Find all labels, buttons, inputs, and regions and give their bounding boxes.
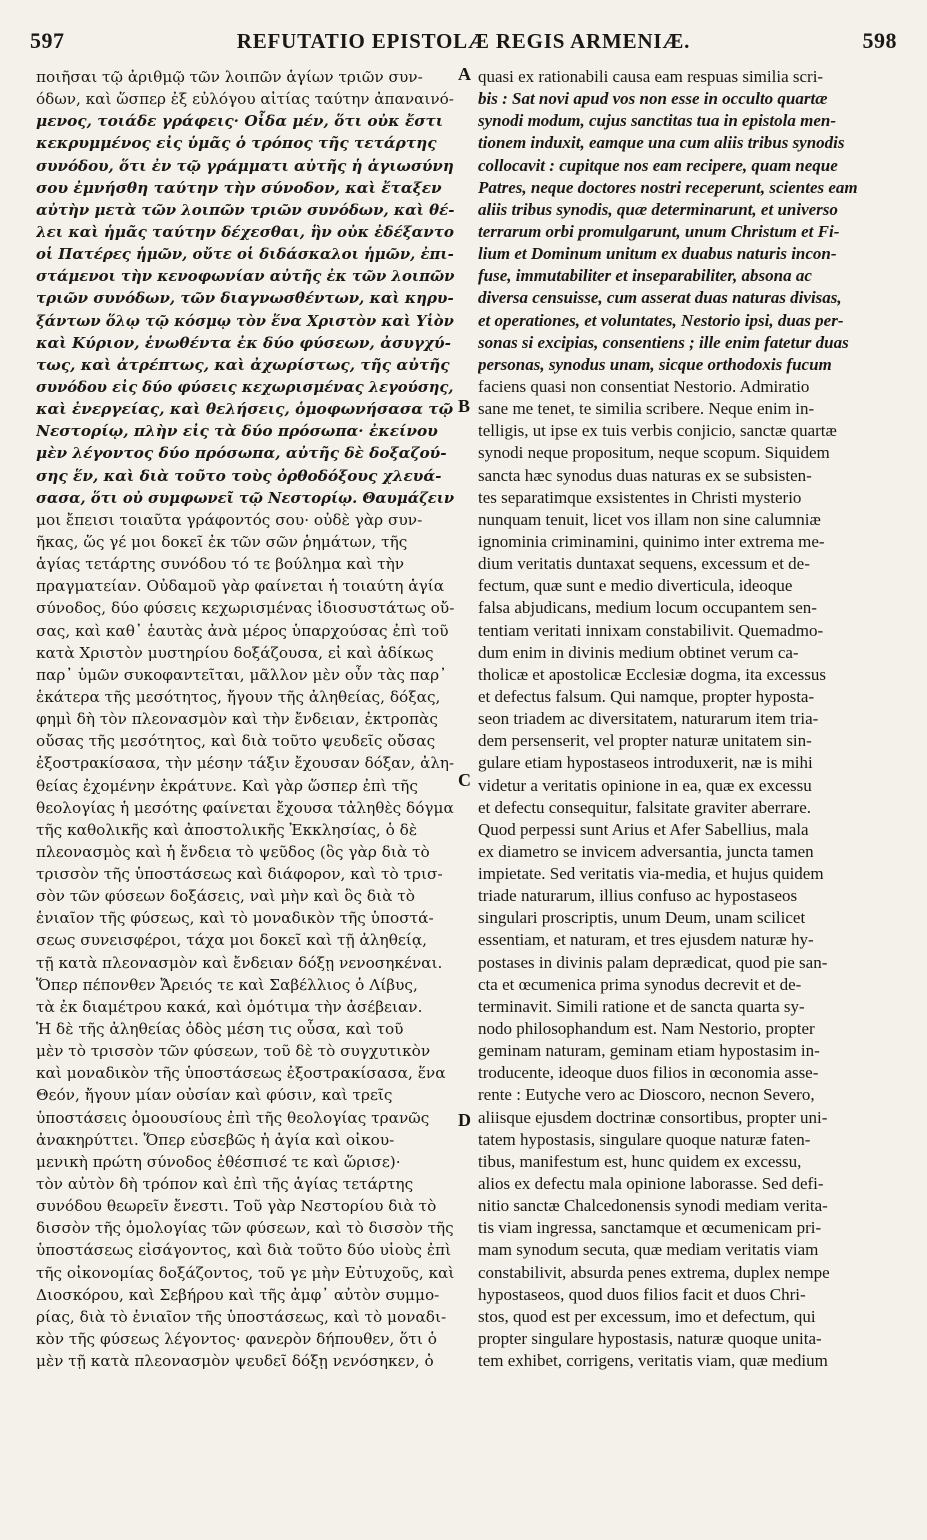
greek-text-line: παρ᾽ ὑμῶν συκοφαντεῖται, μᾶλλον μὲν οὖν τὰς παρ᾽ — [36, 665, 447, 684]
greek-text-line: Ὅπερ πέπονθεν Ἄρειός τε καὶ Σαβέλλιος ὁ Λίβυς, — [36, 975, 418, 994]
greek-text-line: ῆκας, ὥς γέ μοι δοκεῖ ἐκ τῶν σῶν ῥημάτων, τῆς — [36, 532, 408, 551]
greek-text-line: κατὰ Χριστὸν μυστηρίου δοξάζουσα, εἰ καὶ ἀδίκως — [36, 643, 434, 662]
latin-text-line: telligis, ut ipse ex tuis verbis conjicio, sanctæ quartæ — [478, 421, 837, 441]
latin-text-line: sancta hæc synodus duas naturas ex se subsisten- — [478, 465, 812, 485]
section-marker-b: B — [458, 396, 471, 416]
greek-text-line: τὰ ἐκ διαμέτρου κακά, καὶ ὁμότιμα τὴν ἀσέβειαν. — [36, 997, 423, 1016]
greek-text-line: σης ἕν, καὶ διὰ τοῦτο τοὺς ὀρθοδόξους χλευά- — [36, 466, 442, 485]
greek-text-line: οὔσας τῆς μεσότητος, καὶ διὰ τοῦτο ψευδεῖς οὔσας — [36, 732, 436, 751]
latin-text-line: Quod perpessi sunt Arius et Afer Sabellius, mala — [478, 819, 809, 839]
latin-text-line: tis viam ingressa, sanctamque et œcumenicam pri- — [478, 1218, 822, 1238]
latin-text-line: faciens quasi non consentiat Nestorio. Admiratio — [478, 376, 810, 396]
latin-text-line: nitio sanctæ Chalcedonensis synodi mediam verita- — [478, 1196, 828, 1216]
latin-text-line: troducente, ideoque duos filios in œconomia asse- — [478, 1063, 819, 1083]
greek-text-line: ὑποστάσεις ὁμοουσίους ἐπὶ τῆς θεολογίας τρανῶς — [36, 1108, 430, 1127]
latin-text-line: et defectus falsum. Qui namque, propter hyposta- — [478, 686, 815, 706]
greek-text-line: ἑνιαῖον τῆς φύσεως, καὶ τὸ μοναδικὸν τῆς ὑποστά- — [36, 909, 434, 928]
latin-text-line: personas, synodus unam, sicque orthodoxis fucum — [478, 354, 832, 374]
greek-text-line: μὲν λέγοντος δύο πρόσωπα, αὐτῆς δὲ δοξαζού- — [36, 444, 447, 463]
latin-text-line: dum enim in divinis medium obtinet verum ca- — [478, 642, 799, 662]
greek-text-line: ἑκάτερα τῆς μεσότητος, ἤγουν τῆς ἀληθείας, δόξας, — [36, 687, 441, 706]
greek-text-line: ὑποστάσεως εἰσάγοντος, καὶ διὰ τοῦτο δύο υἱοὺς ἐπὶ — [36, 1241, 452, 1260]
latin-text-line: seon triadem ac diversitatem, naturarum item tria- — [478, 709, 819, 729]
latin-text-line: videtur a veritatis opinione in ea, quæ ex excessu — [478, 775, 812, 795]
greek-text-line: στάμενοι τὴν κενοφωνίαν αὐτῆς ἐκ τῶν λοιπῶν — [36, 267, 454, 286]
greek-text-line: τως, καὶ ἀτρέπτως, καὶ ἀχωρίστως, τῆς αὐτῆς — [36, 355, 450, 374]
latin-text-line: tibus, manifestum est, hunc quidem ex excessu, — [478, 1151, 802, 1171]
latin-text-line: quasi ex rationabili causa eam respuas similia scri- — [478, 67, 824, 86]
section-marker-c: C — [458, 770, 471, 790]
latin-text-line: et operationes, et voluntates, Nestorio ipsi, duas per- — [478, 310, 844, 330]
greek-text-line: μὲν τῇ κατὰ πλεονασμὸν ψευδεῖ δόξῃ νενόσηκεν, ὁ — [36, 1352, 434, 1371]
greek-text-line: συνόδου εἰς δύο φύσεις κεχωρισμένας λεγούσης, — [36, 377, 454, 396]
greek-text-line: λει καὶ ἡμᾶς ταύτην δέχεσθαι, ἣν οὐκ ἐδέξαντο — [36, 222, 454, 241]
greek-text-line: μοι ἔπεισι τοιαῦτα γράφοντός σου· οὐδὲ γὰρ συν- — [36, 510, 423, 529]
greek-text-line: πλεονασμὸς καὶ ἡ ἔνδεια τὸ ψεῦδος (ὃς γὰρ διὰ τὸ — [36, 842, 430, 861]
greek-text-line: θεολογίας ἡ μεσότης φαίνεται ἔχουσα τἀληθὲς δόγμα — [36, 798, 454, 817]
latin-text-line: dium veritatis duntaxat sequens, excessum et de- — [478, 554, 810, 574]
latin-text-line: terminavit. Simili ratione et de sancta quarta sy- — [478, 996, 805, 1016]
greek-text-line: μὲν τὸ τρισσὸν τῶν φύσεων, τοῦ δὲ τὸ συγχυτικὸν — [36, 1042, 431, 1061]
greek-text-line: τρισσὸν τῆς ὑποστάσεως καὶ διάφορον, καὶ τὸ τρισ- — [36, 865, 443, 884]
greek-text-line: τῆς οἰκονομίας δοξάζοντος, τοῦ γε μὴν Εὐτυχοῦς, καὶ — [36, 1263, 454, 1282]
latin-text-line: hypostaseos, quod duos filios facit et duos Chri- — [478, 1284, 806, 1304]
latin-text-line: alios ex defectu mala opinione laborasse. Sed defi- — [478, 1174, 824, 1194]
greek-text-line: τριῶν συνόδων, τῶν διαγνωσθέντων, καὶ κηρυ- — [36, 289, 454, 308]
greek-text-line: φημὶ δὴ τὸν πλεονασμὸν καὶ τὴν ἔνδειαν, ἐκτροπὰς — [36, 710, 438, 729]
greek-text-line: θείας ἐχομένην ἐκράτυνε. Καὶ γὰρ ὥσπερ ἐπὶ τῆς — [36, 776, 418, 795]
latin-text-line: nunquam tenuit, licet vos illam non sine calumniæ — [478, 509, 821, 529]
greek-text-line: μενικὴ πρώτη σύνοδος ἐθέσπισέ τε καὶ ὥρισε)· — [36, 1152, 401, 1171]
latin-text-line: dem persenserit, vel propter naturæ unitatem sin- — [478, 731, 812, 751]
greek-text-line: Διοσκόρου, καὶ Σεβήρου καὶ τῆς ἀμφ᾽ αὐτὸν συμμο- — [36, 1285, 440, 1304]
greek-text-line: κὸν τῆς φύσεως λέγοντος· φανερὸν δήπουθεν, ὅτι ὁ — [36, 1330, 437, 1349]
latin-text-line: Patres, neque doctores nostri receperunt, scientes eam — [478, 177, 858, 197]
greek-text-line: Ἡ δὲ τῆς ἀληθείας ὁδὸς μέση τις οὖσα, καὶ τοῦ — [36, 1020, 404, 1039]
greek-text-line: καὶ ἐνεργείας, καὶ θελήσεις, ὁμοφωνήσασα τῷ — [36, 400, 454, 419]
latin-text-line: cta et œcumenica prima synodus decrevit et de- — [478, 974, 802, 994]
latin-text-line: rente : Eutyche vero ac Dioscoro, necnon Severo, — [478, 1085, 815, 1105]
greek-text-line: πραγματείαν. Οὐδαμοῦ γὰρ φαίνεται ἡ τοιαύτη ἁγία — [36, 577, 445, 596]
latin-text-line: tes separatimque exsistentes in Christi mysterio — [478, 487, 802, 507]
latin-text-line: diversa censuisse, cum asserat duas naturas divisas, — [478, 288, 842, 308]
greek-text-column — [36, 66, 454, 1372]
latin-text-line: postases in divinis palam deprædicat, quod pie san- — [478, 952, 828, 972]
greek-text-line: τῇ κατὰ πλεονασμὸν καὶ ἔνδειαν δόξῃ νενοσηκέναι. — [36, 953, 443, 972]
greek-text-line: οἱ Πατέρες ἡμῶν, οὔτε οἱ διδάσκαλοι ἡμῶν, ἐπι- — [36, 245, 454, 264]
latin-text-line: tholicæ et apostolicæ Ecclesiæ dogma, ita excessus — [478, 664, 826, 684]
running-title: REFUTATIO EPISTOLÆ REGIS ARMENIÆ. — [236, 29, 691, 53]
latin-text-line: lium et Dominum unitum ex duabus naturis incon- — [478, 244, 837, 264]
greek-text-line: τῆς καθολικῆς καὶ ἀποστολικῆς Ἐκκλησίας, ὁ δὲ — [36, 820, 418, 839]
latin-text-line: tem exhibet, corrigens, veritatis viam, quæ medium — [478, 1351, 828, 1371]
latin-text-line: fectum, quæ sunt e medio diverticula, ideoque — [478, 576, 793, 596]
greek-text-line: Νεστορίῳ, πλὴν εἰς τὰ δύο πρόσωπα· ἐκείνου — [36, 422, 438, 441]
latin-text-line: synodi neque propositum, neque scopum. Siquidem — [478, 443, 830, 463]
latin-text-line: essentiam, et naturam, et tres ejusdem naturæ hy- — [478, 930, 814, 950]
greek-text-line: συνόδου, ὅτι ἐν τῷ γράμματι αὐτῆς ἡ ἁγιωσύνη — [36, 156, 454, 175]
greek-text-line: ξάντων ὅλῳ τῷ κόσμῳ τὸν ἕνα Χριστὸν καὶ Υἱὸν — [36, 311, 454, 330]
latin-text-column — [478, 66, 894, 1372]
latin-text-line: ex diametro se invicem adversantia, juncta tamen — [478, 841, 814, 861]
greek-text-line: ἁγίας τετάρτης συνόδου τό τε βούλημα καὶ τὴν — [36, 555, 405, 574]
greek-text-line: μενος, τοιάδε γράφεις· Οἶδα μέν, ὅτι οὐκ ἔστι — [36, 112, 444, 131]
latin-text-line: tionem induxit, eamque una cum aliis tribus synodis — [478, 133, 845, 153]
latin-text-line: nodo philosophandum est. Nam Nestorio, propter — [478, 1019, 815, 1039]
latin-text-line: aliisque ejusdem doctrinæ consortibus, propter uni- — [478, 1107, 828, 1127]
greek-text-line: Θεόν, ἤγουν μίαν οὐσίαν καὶ φύσιν, καὶ τρεῖς — [36, 1086, 393, 1105]
latin-text-line: terrarum orbi promulgarunt, unum Christum et Fi- — [478, 221, 840, 241]
greek-text-line: δισσὸν τῆς ὁμολογίας τῶν φύσεων, καὶ τὸ δισσὸν τῆς — [36, 1219, 454, 1238]
running-header — [30, 28, 897, 62]
greek-text-line: ἐξοστρακίσασα, τὴν μέσην τάξιν ἔχουσαν δόξαν, ἀλη- — [36, 754, 454, 773]
greek-text-line: όδων, καὶ ὥσπερ ἐξ εὐλόγου αἰτίας ταύτην ἀπαναινό- — [36, 90, 454, 109]
latin-text-line: propter singulare hypostasis, naturæ quoque unita- — [478, 1329, 822, 1349]
latin-text-line: et defectu consequitur, falsitate graviter aberrare. — [478, 797, 812, 817]
latin-text-line: ignominia criminamini, quinimo inter extrema me- — [478, 531, 825, 551]
latin-text-line: impietate. Sed veritatis via-media, et hujus quidem — [478, 864, 824, 884]
greek-text-line: καὶ μοναδικὸν τῆς ὑποστάσεως ἐξοστρακίσασα, ἕνα — [36, 1064, 446, 1083]
latin-text-line: triade naturarum, illius confuso ac hypostaseos — [478, 886, 798, 906]
latin-text-line: collocavit : cupitque nos eam recipere, quam neque — [478, 155, 838, 175]
latin-text-line: sane me tenet, te similia scribere. Neque enim in- — [478, 399, 815, 419]
latin-text-line: singulari proscriptis, unum Deum, unam scilicet — [478, 908, 806, 928]
latin-text-line: bis : Sat novi apud vos non esse in occulto quartæ — [478, 89, 828, 109]
greek-text-line: αὐτὴν μετὰ τῶν λοιπῶν τριῶν συνόδων, καὶ θέ- — [36, 200, 455, 219]
greek-text-line: ἀνακηρύττει. Ὅπερ εὐσεβῶς ἡ ἁγία καὶ οἰκου- — [36, 1130, 395, 1149]
greek-text-line: σας, καὶ καθ᾽ ἑαυτὰς ἀνὰ μέρος ὑπαρχούσας ἐπὶ τοῦ — [36, 621, 449, 640]
latin-text-line: sonas si excipias, consentiens ; ille enim fatetur duas — [478, 332, 849, 352]
greek-text-line: σύνοδος, δύο φύσεις κεχωρισμένας ἰδιοσυστάτως οὔ- — [36, 599, 454, 618]
latin-text-line: falsa abjudicans, medium locum occupantem sen- — [478, 598, 817, 618]
section-marker-a: A — [458, 64, 471, 84]
greek-text-line: σεως συνεισφέροι, τάχα μοι δοκεῖ καὶ τῇ ἀληθείᾳ, — [36, 931, 428, 950]
latin-text-line: tatem hypostasis, singulare quoque naturæ faten- — [478, 1129, 811, 1149]
greek-text-line: τὸν αὐτὸν δὴ τρόπον καὶ ἐπὶ τῆς ἁγίας τετάρτης — [36, 1175, 414, 1194]
greek-text-line: κεκρυμμένος εἰς ὑμᾶς ὁ τρόπος τῆς τετάρτης — [36, 134, 437, 153]
section-marker-d: D — [458, 1110, 471, 1130]
latin-text-line: stos, quod est per excessum, imo et defectum, qui — [478, 1306, 816, 1326]
greek-text-line: σὸν τῶν φύσεων δοξάσεις, ναὶ μὴν καὶ ὃς διὰ τὸ — [36, 887, 415, 906]
latin-text-line: tentiam veritati innixam constabilivit. Quemadmo- — [478, 620, 824, 640]
greek-text-line: καὶ Κύριον, ἑνωθέντα ἐκ δύο φύσεων, ἀσυγχύ- — [36, 333, 451, 352]
latin-text-line: synodi modum, cujus sanctitas tua in epistola men- — [478, 111, 837, 131]
greek-text-line: ποιῆσαι τῷ ἀριθμῷ τῶν λοιπῶν ἁγίων τριῶν συν- — [36, 68, 423, 86]
greek-text-line: ρίας, διὰ τὸ ἑνιαῖον τῆς ὑποστάσεως, καὶ τὸ μοναδι- — [36, 1307, 447, 1326]
right-page-number: 598 — [862, 28, 897, 53]
latin-text-line: geminam naturam, geminam etiam hypostasim in- — [478, 1041, 820, 1061]
latin-text-line: fuse, immutabiliter et inseparabiliter, absona ac — [478, 266, 812, 286]
latin-text-line: gulare etiam hypostaseos introduxerit, næ is mihi — [478, 753, 813, 773]
latin-text-line: constabilivit, absurda penes extrema, duplex nempe — [478, 1262, 830, 1282]
latin-text-line: mam synodum secuta, quæ mediam veritatis viam — [478, 1240, 819, 1260]
greek-text-line: συνόδου θεωρεῖν ἔνεστι. Τοῦ γὰρ Νεστορίου διὰ τὸ — [36, 1197, 437, 1216]
greek-text-line: σασα, ὅτι οὐ συμφωνεῖ τῷ Νεστορίῳ. Θαυμάζειν — [36, 488, 454, 507]
left-page-number: 597 — [30, 28, 65, 53]
latin-text-line: aliis tribus synodis, quæ determinarunt, et universo — [478, 199, 838, 219]
greek-text-line: σου ἐμνήσθη ταύτην τὴν σύνοδον, καὶ ἔταξεν — [36, 178, 442, 197]
